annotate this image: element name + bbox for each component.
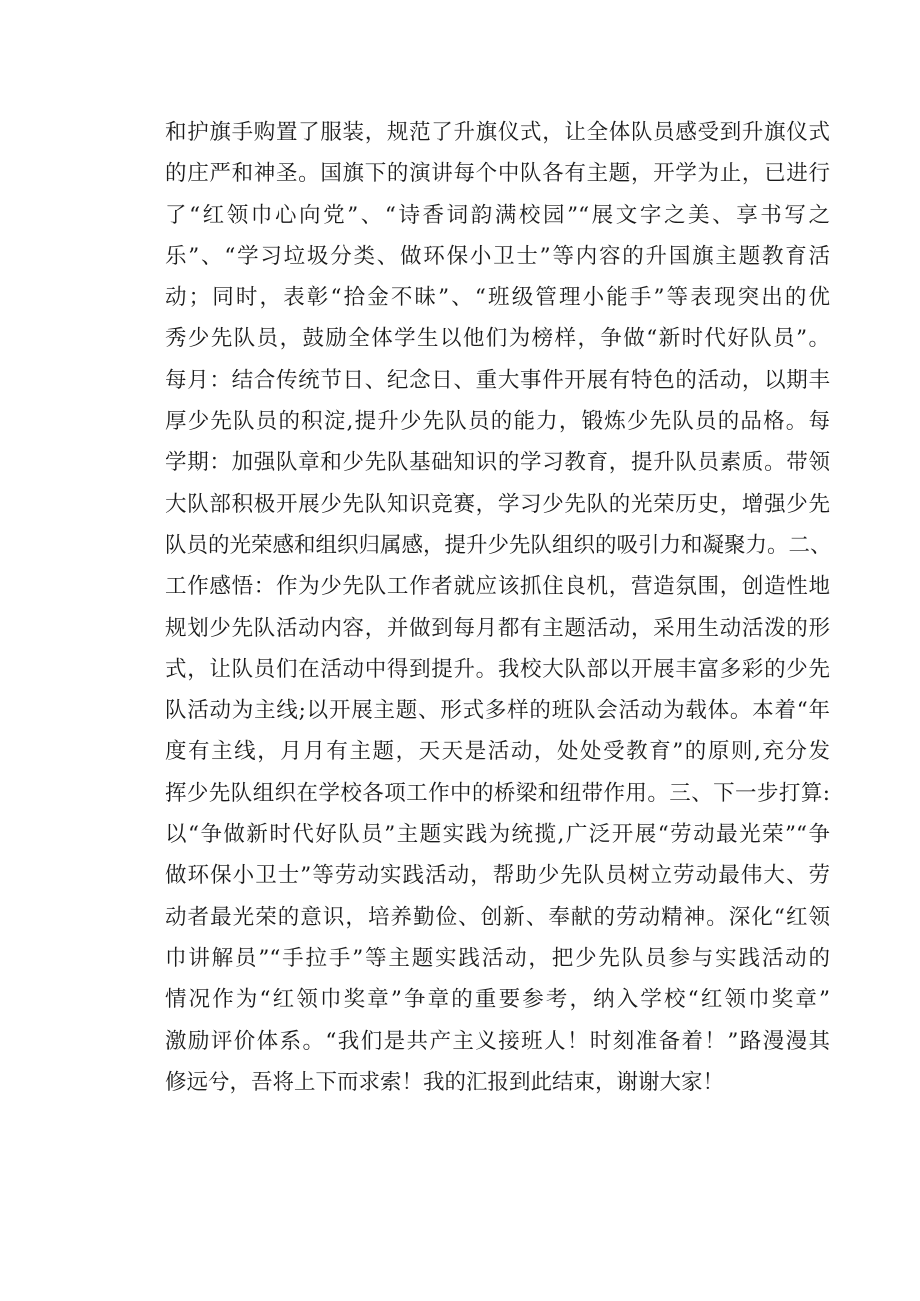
text-line: 工作感悟：作为少先队工作者就应该抓住良机，营造氛围，创造性地	[165, 574, 830, 600]
text-line: 乐”、“学习垃圾分类、做环保小卫士”等内容的升国旗主题教育活	[165, 243, 830, 269]
text-line: 厚少先队员的积淀,提升少先队员的能力，锻炼少先队员的品格。每	[165, 409, 830, 435]
text-line: 做环保小卫士”等劳动实践活动，帮助少先队员树立劳动最伟大、劳	[165, 863, 830, 889]
text-line: 以“争做新时代好队员”主题实践为统揽,广泛开展“劳动最光荣”“争	[165, 822, 830, 848]
text-line: 动者最光荣的意识，培养勤俭、创新、奉献的劳动精神。深化“红领	[165, 904, 830, 930]
text-line: 队员的光荣感和组织归属感，提升少先队组织的吸引力和凝聚力。二、	[165, 532, 832, 558]
text-line: 修远兮，吾将上下而求索！我的汇报到此结束，谢谢大家！	[165, 1069, 725, 1095]
text-line: 式，让队员们在活动中得到提升。我校大队部以开展丰富多彩的少先	[165, 656, 830, 682]
text-line: 巾讲解员”“手拉手”等主题实践活动，把少先队员参与实践活动的	[165, 945, 830, 971]
text-line: 挥少先队组织在学校各项工作中的桥梁和纽带作用。三、下一步打算:	[165, 780, 830, 806]
text-line: 动；同时，表彰“拾金不昧”、“班级管理小能手”等表现突出的优	[165, 285, 830, 311]
text-line: 情况作为“红领巾奖章”争章的重要参考，纳入学校“红领巾奖章”	[165, 987, 830, 1013]
text-line: 度有主线，月月有主题，天天是活动，处处受教育”的原则,充分发	[165, 739, 830, 765]
body-text	[165, 112, 830, 1103]
text-line: 的庄严和神圣。国旗下的演讲每个中队各有主题，开学为止，已进行	[165, 161, 830, 187]
text-line: 了“红领巾心向党”、“诗香词韵满校园”“展文字之美、享书写之	[165, 202, 830, 228]
text-line: 激励评价体系。“我们是共产主义接班人！时刻准备着！”路漫漫其	[165, 1028, 830, 1054]
text-line: 秀少先队员，鼓励全体学生以他们为榜样，争做“新时代好队员”。	[165, 326, 830, 352]
text-line: 和护旗手购置了服装，规范了升旗仪式，让全体队员感受到升旗仪式	[165, 120, 830, 145]
text-line: 队活动为主线;以开展主题、形式多样的班队会活动为载体。本着“年	[165, 698, 830, 724]
text-line: 学期：加强队章和少先队基础知识的学习教育，提升队员素质。带领	[165, 450, 830, 476]
text-line: 大队部积极开展少先队知识竞赛，学习少先队的光荣历史，增强少先	[165, 491, 830, 517]
text-line: 规划少先队活动内容，并做到每月都有主题活动，采用生动活泼的形	[165, 615, 830, 641]
text-line: 每月：结合传统节日、纪念日、重大事件开展有特色的活动，以期丰	[165, 367, 830, 393]
